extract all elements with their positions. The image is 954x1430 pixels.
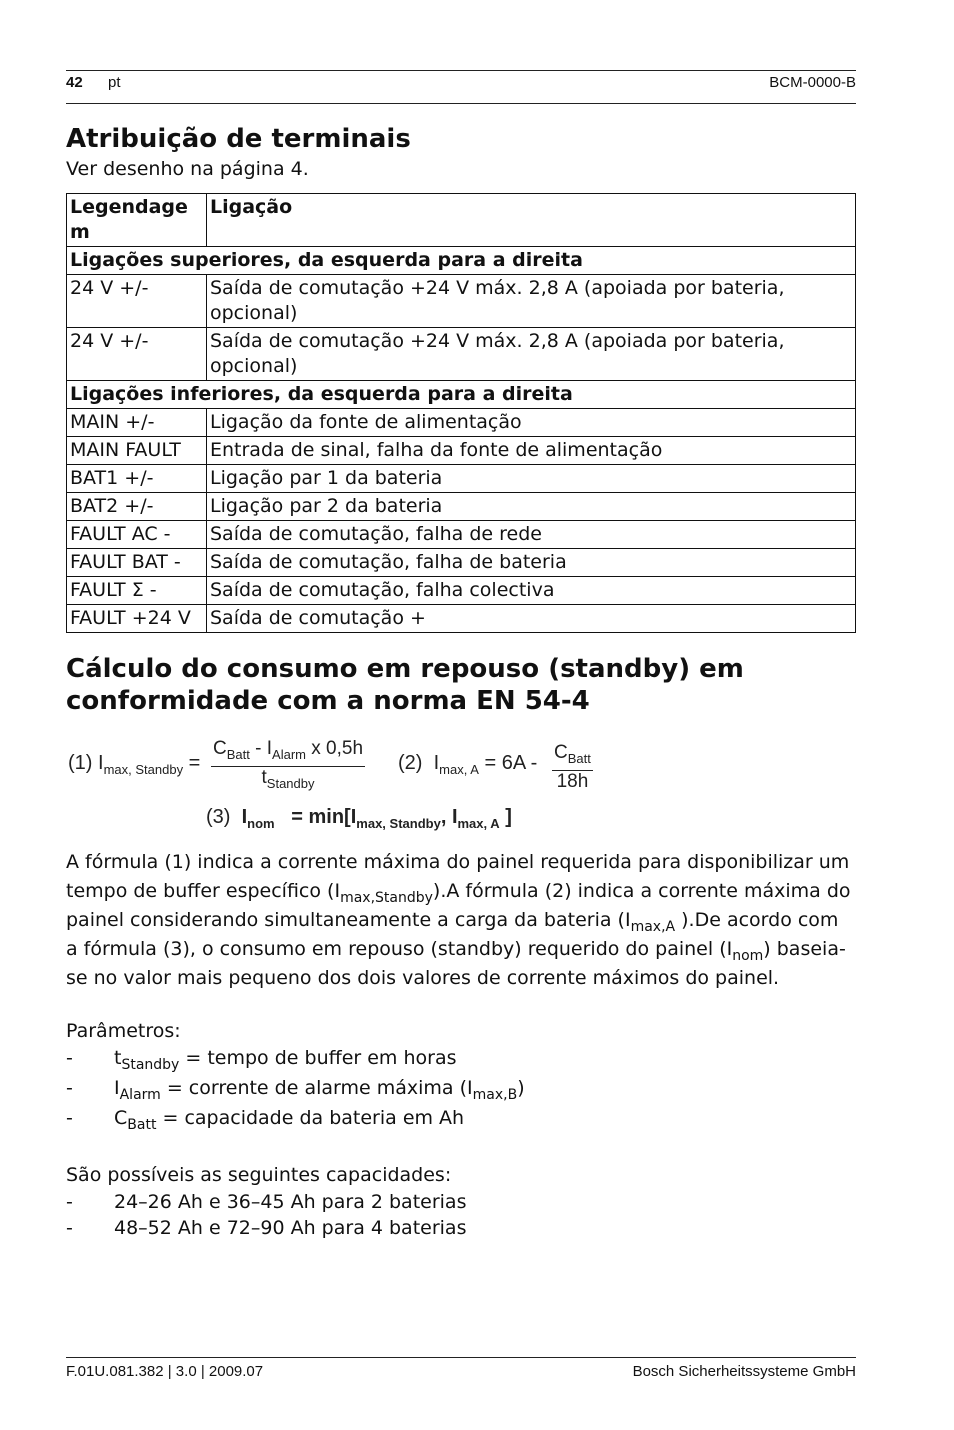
upper-connections-heading: Ligações superiores, da esquerda para a direita — [67, 247, 856, 275]
lower-connections-heading: Ligações inferiores, da esquerda para a direita — [67, 381, 856, 409]
formula-subscript: Batt — [226, 746, 250, 762]
terminal-label: MAIN +/- — [67, 409, 207, 437]
terminal-description: Saída de comutação + — [207, 605, 856, 633]
parameter-subscript: Standby — [121, 1056, 180, 1073]
table-row — [67, 409, 856, 437]
formula-text: C — [213, 738, 227, 759]
table-header-connection: Ligação — [207, 194, 856, 247]
capacity-text: 48–52 Ah e 72–90 Ah para 4 baterias — [114, 1217, 467, 1239]
table-row — [67, 577, 856, 605]
page-number: 42 — [66, 74, 83, 91]
parameter-symbol: C — [114, 1107, 128, 1129]
table-row — [67, 465, 856, 493]
terminal-label: FAULT AC - — [67, 521, 207, 549]
formula-2 — [398, 752, 537, 777]
table-row — [67, 328, 856, 381]
capacities-label: São possíveis as seguintes capacidades: — [66, 1164, 452, 1186]
table-row — [67, 605, 856, 633]
paragraph-subscript: nom — [732, 947, 764, 964]
formula-text: x 0,5h — [305, 738, 364, 759]
formula-symbol: I — [451, 806, 458, 828]
language-code: pt — [108, 74, 121, 91]
formula-number: (2) — [398, 752, 423, 774]
parameter-subscript: max,B — [472, 1086, 518, 1103]
formula-2-denominator: 18h — [556, 770, 589, 792]
page-footer — [66, 1357, 856, 1380]
table-header-legend: Legendage m — [67, 194, 207, 247]
paragraph-text: ) baseia-se no valor mais pequeno dos dois valores de corrente máximos do painel. — [66, 938, 846, 989]
formula-symbol: I — [241, 806, 248, 828]
terminal-label: FAULT Σ - — [67, 577, 207, 605]
section-subtitle: Ver desenho na página 4. — [66, 158, 309, 180]
table-row — [67, 549, 856, 577]
list-dash: - — [66, 1077, 73, 1099]
list-dash: - — [66, 1107, 73, 1129]
parameter-text — [114, 1045, 457, 1071]
terminal-label: FAULT +24 V — [67, 605, 207, 633]
formula-subscript: Batt — [567, 750, 591, 766]
formula-2-fraction — [552, 742, 593, 793]
parameter-subscript: Alarm — [119, 1086, 161, 1103]
document-code: BCM-0000-B — [769, 74, 856, 91]
formula-number: (3) — [206, 806, 231, 828]
formula-symbol: I — [98, 752, 104, 774]
list-dash: - — [66, 1047, 73, 1069]
parameter-description: = capacidade da bateria em Ah — [156, 1107, 465, 1129]
paragraph-text: ).De acordo com a fórmula (3), o consumo em repouso (standby) requerido do painel (I — [66, 909, 839, 960]
formula-text: C — [554, 742, 568, 763]
parameter-description: = tempo de buffer em horas — [179, 1047, 457, 1069]
formula-symbol: I — [433, 752, 440, 774]
table-section-row — [67, 247, 856, 275]
parameter-symbol: t — [114, 1047, 122, 1069]
formula-equals: = — [188, 752, 201, 774]
formula-comma: , — [440, 806, 447, 828]
paragraph-text: A fórmula (1) indica a corrente máxima do painel requerida para disponibilizar um tempo de buffer específico (I — [66, 851, 850, 902]
table-row — [67, 437, 856, 465]
formula-symbol: I — [350, 806, 357, 828]
table-header-row — [67, 194, 856, 247]
terminal-label: FAULT BAT - — [67, 549, 207, 577]
paragraph-text: ).A fórmula (2) indica a corrente máxima do painel considerando simultaneamente a carga da bateria (I — [66, 880, 851, 931]
terminal-table — [66, 193, 856, 633]
section-title-terminals: Atribuição de terminais — [66, 124, 411, 154]
parameter-subscript: Batt — [127, 1116, 157, 1133]
terminal-description: Ligação par 2 da bateria — [207, 493, 856, 521]
formula-subscript: max, A — [457, 816, 500, 831]
table-row — [67, 275, 856, 328]
terminal-description: Saída de comutação +24 V máx. 2,8 A (apoiada por bateria, opcional) — [207, 275, 856, 328]
formula-subscript: max, Standby — [356, 816, 441, 831]
terminal-label: 24 V +/- — [67, 328, 207, 381]
table-section-row — [67, 381, 856, 409]
parameter-description: = corrente de alarme máxima (I — [160, 1077, 473, 1099]
formula-3 — [206, 806, 512, 831]
terminal-label: BAT2 +/- — [67, 493, 207, 521]
paragraph-subscript: max,Standby — [340, 889, 433, 906]
terminal-description: Saída de comutação, falha de bateria — [207, 549, 856, 577]
terminal-description: Saída de comutação, falha colectiva — [207, 577, 856, 605]
terminal-description: Entrada de sinal, falha da fonte de alimentação — [207, 437, 856, 465]
formula-block — [66, 730, 626, 840]
terminal-label: MAIN FAULT — [67, 437, 207, 465]
parameter-text — [114, 1075, 525, 1101]
formula-text: t — [261, 766, 267, 788]
parameter-description: ) — [517, 1077, 525, 1099]
terminal-label: BAT1 +/- — [67, 465, 207, 493]
formula-close-bracket: ] — [505, 806, 512, 828]
section-title-standby-line2: conformidade com a norma EN 54-4 — [66, 686, 590, 716]
formula-rhs: = min[ — [291, 806, 351, 828]
formula-subscript: max, A — [439, 762, 479, 777]
formula-subscript: nom — [247, 816, 275, 831]
formula-subscript: max, Standby — [103, 762, 184, 777]
formula-1-fraction — [211, 738, 365, 795]
terminal-label: 24 V +/- — [67, 275, 207, 328]
table-row — [67, 521, 856, 549]
formula-1 — [68, 752, 200, 777]
formula-subscript: Alarm — [272, 746, 306, 762]
formula-2-numerator — [552, 742, 593, 771]
parameter-symbol: I — [114, 1077, 120, 1099]
formula-1-numerator — [211, 738, 365, 767]
footer-company: Bosch Sicherheitssysteme GmbH — [632, 1363, 856, 1380]
explanation-paragraph — [66, 848, 856, 993]
list-dash: - — [66, 1191, 73, 1213]
formula-rhs: = 6A - — [484, 752, 538, 774]
parameter-text — [114, 1105, 464, 1131]
terminal-description: Saída de comutação +24 V máx. 2,8 A (apoiada por bateria, opcional) — [207, 328, 856, 381]
table-row — [67, 493, 856, 521]
terminal-description: Saída de comutação, falha de rede — [207, 521, 856, 549]
formula-subscript: Standby — [266, 775, 315, 791]
page-header — [66, 70, 856, 104]
paragraph-subscript: max,A — [630, 918, 676, 935]
section-title-standby-line1: Cálculo do consumo em repouso (standby) em — [66, 654, 744, 684]
terminal-description: Ligação par 1 da bateria — [207, 465, 856, 493]
capacity-text: 24–26 Ah e 36–45 Ah para 2 baterias — [114, 1191, 467, 1213]
list-dash: - — [66, 1217, 73, 1239]
terminal-description: Ligação da fonte de alimentação — [207, 409, 856, 437]
parameters-label: Parâmetros: — [66, 1020, 181, 1042]
formula-text: - I — [249, 738, 273, 759]
footer-doc-info: F.01U.081.382 | 3.0 | 2009.07 — [66, 1363, 264, 1380]
formula-1-denominator — [211, 767, 365, 795]
formula-number: (1) — [68, 752, 93, 774]
